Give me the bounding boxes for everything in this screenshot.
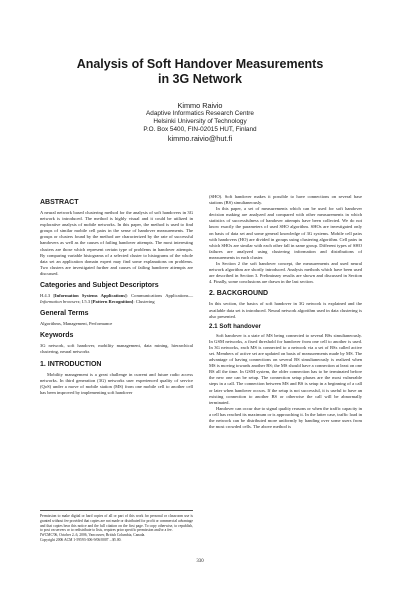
right-column bbox=[209, 194, 362, 594]
paragraph-sho-intro: (SHO). Soft handover makes it possible to have connections on several base stations (BS) simultaneously. bbox=[209, 194, 362, 206]
introduction-heading: 1. INTRODUCTION bbox=[40, 360, 102, 368]
author-block bbox=[40, 101, 360, 143]
categories-heading: Categories and Subject Descriptors bbox=[40, 282, 159, 290]
paragraph-outline: In Section 2 the soft handover concept, the measurements and used neural network algorithm are shortly introduced. Analysis methods which have been used are described in Section 3. Preliminary results are shown and discussed in Section 4. Finally, some conclusions are drawn in the last section. bbox=[209, 261, 362, 285]
categories-text: H.4.3 [Information Systems Applications]: Communications Applications—Information browsers; I.5.3 [Pattern Recognition]: Clustering bbox=[40, 293, 194, 305]
introduction-text: Mobility management is a great challenge in current and future radio access networks. In third generation (3G) networks user experienced quality of service (QoS) under a move of mobile station (MS) from one mobile cell to another cell has been improved by implementing soft handover bbox=[40, 371, 193, 395]
paper-title bbox=[40, 57, 360, 87]
permission-text: Permission to make digital or hard copies of all or part of this work for personal or classroom use is granted without fee provided that copies are not made or distributed for profit or commercial advantage and that copies bear this notice and the full citation on the first page. To copy otherwise, to republish, to post on servers or to redistribute to lists, requires prior specific permission and/or a fee. bbox=[40, 514, 193, 533]
two-column-body bbox=[40, 194, 362, 594]
general-terms-text: Algorithms, Management, Performance bbox=[40, 321, 113, 327]
author-name: Kimmo Raivio bbox=[177, 101, 223, 110]
keywords-heading: Keywords bbox=[40, 332, 74, 340]
paragraph-background: In this section, the basics of soft handover in 3G network is explained and the available data set is introduced. Neural network algorithm used in data clustering is also presented. bbox=[209, 301, 362, 319]
soft-handover-heading: 2.1 Soft handover bbox=[209, 322, 261, 330]
paper-page bbox=[0, 57, 400, 601]
paper-title-line-2: in 3G Network bbox=[157, 72, 243, 86]
author-affiliation-1: Adaptive Informatics Research Centre bbox=[146, 110, 254, 117]
paragraph-measurements: In this paper, a set of measurements which can be used for soft handover decision making are analyzed and compared with other measurements in which statistics of successfulness of handover attempts have been collected. We do not know exactly the parameters of used SHO algorithm. SHOs are investigated only on basis of data set and some general knowledge of 3G systems. Mobile cell pairs with handovers (HO) are divided in groups using clustering algorithm. Cell pairs in which SHOs are similar with each other fall in same group. Different types of SHO failures are analyzed using clustering information and distributions of measurements in each cluster. bbox=[209, 206, 362, 260]
permission-notice bbox=[40, 510, 193, 543]
general-terms-heading: General Terms bbox=[40, 310, 89, 318]
venue-text: IWCMC'06, October 2–6, 2006, Vancouver, British Columbia, Canada. bbox=[40, 533, 146, 538]
keywords-text: 3G network, soft handover, mobility management, data mining, hierarchical clustering, neural networks bbox=[40, 343, 193, 355]
paragraph-handover-reasons: Handover can occur due to signal quality reasons or when the traffic capacity in a cell has reached its maximum or is approaching it. In the latter case, traffic load in the network can be distributed more uniformly by handing over some users from the most crowded cells. The above method is bbox=[209, 405, 362, 430]
background-heading: 2. BACKGROUND bbox=[209, 290, 269, 298]
copyright-text: Copyright 2006 ACM 1-59593-306-9/06/0007 ...$5.00. bbox=[40, 537, 122, 542]
author-email: kimmo.raivio@hut.fi bbox=[167, 134, 233, 143]
author-affiliation-2: Helsinki University of Technology bbox=[153, 118, 247, 125]
author-address: P.O. Box 5400, FIN-02015 HUT, Finland bbox=[143, 126, 257, 133]
abstract-heading: ABSTRACT bbox=[40, 199, 79, 206]
paragraph-soft-handover: Soft handover is a state of MS being connected to several BSs simultaneously. In GSM networks, a fixed threshold for handover from one cell to another is used. In 3G networks, each MS is connected to a network via a set of BSs called active set. Members of active set are updated on basis of measurements made by MS. The advantage of having connections on several BS simultaneously is realized when MS is moving towards another BS; the MS should have a connection at least on one BS all the time. In GSM system, the older connection has to be terminated before the new one can be setup. The connection setup phases are the most vulnerable steps in a call. The connection between MS and BS is setup in a beginning of a call or later when handover occurs. If the setup is not successful, it is useful to have an existing connection to another BS or otherwise the call will be abnormally terminated. bbox=[209, 332, 362, 405]
abstract-text: A neural network based clustering method for the analysis of soft handovers in 3G network is introduced. The method is highly visual and it could be utilized in explorative analysis of mobile networks. In this paper, the method is used to find groups of similar mobile cell pairs in the sense of handover measurements. The groups or clusters found by the method are characterized by the rate of successful handovers as well as the causes of failing handover attempts. The most interesting clusters are those which represent certain type of problems in handover attempts. By comparing variable histograms of a selected cluster to histograms of the whole data set an application domain expert may find some explanations on problems. Two clusters are investigated further and causes of failing handover attempts are discussed. bbox=[40, 210, 193, 276]
paper-title-line-1: Analysis of Soft Handover Measurements bbox=[76, 57, 324, 71]
left-column bbox=[40, 194, 193, 594]
page-number: 330 bbox=[196, 559, 204, 564]
